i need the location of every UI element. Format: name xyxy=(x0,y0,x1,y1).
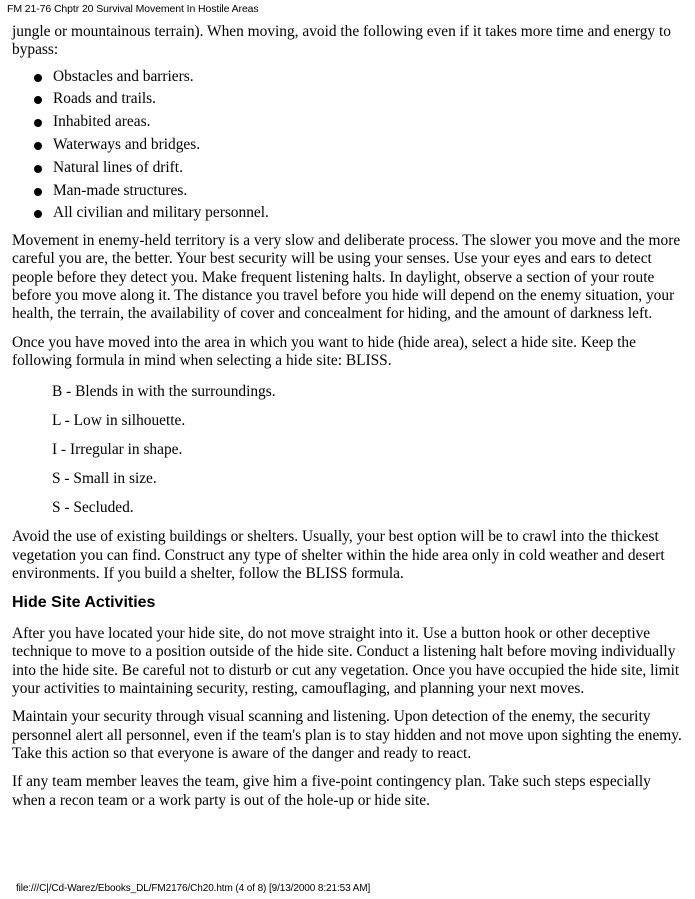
list-item-text: All civilian and military personnel. xyxy=(53,204,269,222)
bullet-icon xyxy=(34,210,42,218)
bullet-icon xyxy=(34,74,42,82)
bliss-formula xyxy=(12,376,684,521)
maintain-paragraph: Maintain your security through visual scanning and listening. Upon detection of the enemy, the security personnel alert all personnel, even if the team's plan is to stay hidden and not move upon sighting the enemy. Take this action so that everyone is aware of the danger and ready to react. xyxy=(12,708,682,762)
list-item xyxy=(12,180,684,203)
bliss-item: L - Low in silhouette. xyxy=(52,412,186,430)
page-header: FM 21-76 Chptr 20 Survival Movement In Hostile Areas xyxy=(7,3,259,15)
bliss-item: B - Blends in with the surroundings. xyxy=(52,383,276,401)
bullet-icon xyxy=(34,142,42,150)
section-heading: Hide Site Activities xyxy=(12,594,156,612)
list-item-text: Roads and trails. xyxy=(53,90,157,108)
document-body xyxy=(12,23,684,820)
list-item-text: Obstacles and barriers. xyxy=(53,67,194,85)
bullet-icon xyxy=(34,119,42,127)
list-item xyxy=(12,134,684,157)
list-item xyxy=(12,88,684,111)
list-item xyxy=(12,202,684,225)
bliss-item: I - Irregular in shape. xyxy=(52,441,183,459)
page-footer: file:///C|/Cd-Warez/Ebooks_DL/FM2176/Ch20.htm (4 of 8) [9/13/2000 8:21:53 AM] xyxy=(16,883,371,894)
located-paragraph: After you have located your hide site, do not move straight into it. Use a button hook or other deceptive technique to move to a position outside of the hide site. Conduct a listening halt before moving individually into the hide site. Be careful not to disturb or cut any vegetation. Once you have occupied the hide site, limit your activities to maintaining security, resting, camouflaging, and planning your next moves. xyxy=(12,625,680,698)
bliss-item: S - Secluded. xyxy=(52,499,134,517)
list-item xyxy=(12,157,684,180)
intro-paragraph: jungle or mountainous terrain). When moving, avoid the following even if it takes more time and energy to bypass: xyxy=(12,23,671,59)
avoid-buildings-paragraph: Avoid the use of existing buildings or shelters. Usually, your best option will be to crawl into the thickest vegetation you can find. Construct any type of shelter within the hide area only in cold weather and desert environments. If you build a shelter, follow the BLISS formula. xyxy=(12,528,665,582)
list-item-text: Inhabited areas. xyxy=(53,113,151,131)
movement-paragraph: Movement in enemy-held territory is a very slow and deliberate process. The slower you move and the more careful you are, the better. Your best security will be using your senses. Use your eyes and ears to detect people before they detect you. Make frequent listening halts. In daylight, observe a section of your route before you move along it. The distance you travel before you hide will depend on the enemy situation, your health, the terrain, the availability of cover and concealment for hiding, and the amount of darkness left. xyxy=(12,232,681,323)
list-item-text: Natural lines of drift. xyxy=(53,158,183,176)
list-item-text: Waterways and bridges. xyxy=(53,135,201,153)
list-item xyxy=(12,111,684,134)
bliss-item: S - Small in size. xyxy=(52,470,157,488)
team-member-paragraph: If any team member leaves the team, give him a five-point contingency plan. Take such steps especially when a recon team or a work party is out of the hole-up or hide site. xyxy=(12,773,651,809)
list-item xyxy=(12,66,684,89)
bullet-icon xyxy=(34,188,42,196)
bullet-icon xyxy=(34,96,42,104)
hide-area-paragraph: Once you have moved into the area in which you want to hide (hide area), select a hide site. Keep the following formula in mind when selecting a hide site: BLISS. xyxy=(12,333,636,369)
list-item-text: Man-made structures. xyxy=(53,181,188,199)
avoid-list xyxy=(12,66,684,226)
bullet-icon xyxy=(34,165,42,173)
